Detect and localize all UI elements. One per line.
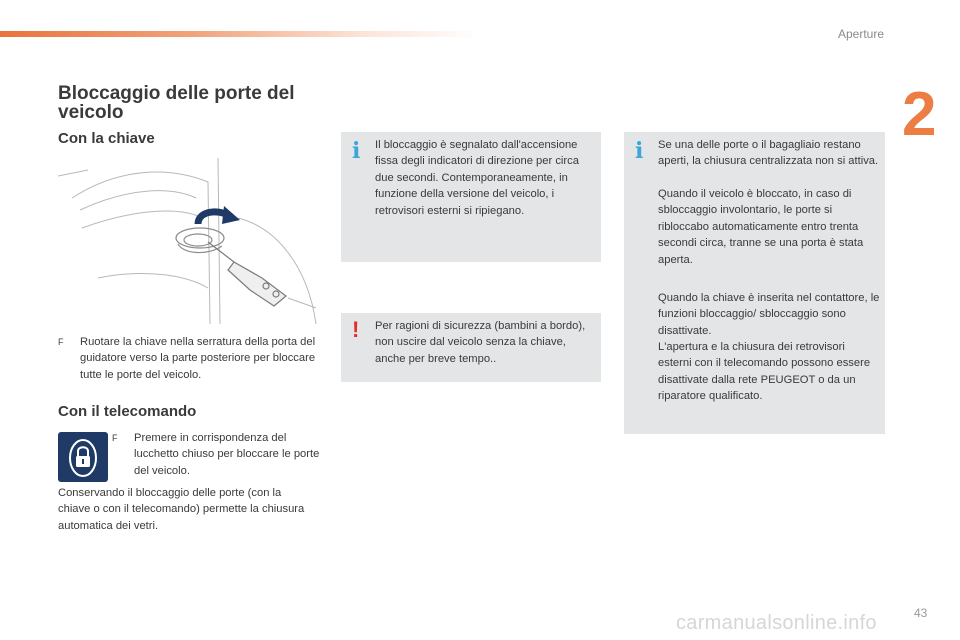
heading-with-key: Con la chiave — [58, 130, 155, 147]
with-key-instruction-text: Ruotare la chiave nella serratura della porta del guidatore verso la parte posteriore per bloccare tutte le porte del veicolo. — [80, 336, 316, 381]
info-box-doors — [624, 132, 885, 434]
with-remote-instruction-text: Premere in corrispondenza del lucchetto chiuso per bloccare le porte del veicolo. — [134, 432, 320, 477]
info-box-doors-paragraph-3: Quando la chiave è inserita nel contattore, le funzioni bloccaggio/ sbloccaggio sono disattivate. — [658, 292, 880, 337]
warning-exclamation-icon: ! — [352, 317, 360, 342]
watermark: carmanualsonline.info — [676, 612, 877, 634]
info-box-doors-paragraph-2: Quando il veicolo è bloccato, in caso di sbloccaggio involontario, le porte si ribloccabo automaticamente entro trenta secondi circa, tranne se una porta è stata aperta. — [658, 188, 864, 266]
key-in-door-lock-illustration — [58, 158, 318, 324]
info-box-lock-signal-text: Il bloccaggio è segnalato dall'accensione fissa degli indicatori di direzione per circa due secondi. Contemporaneamente, in funzione della versione del veicolo, i retrovisori esterni si ripiegano. — [375, 139, 579, 217]
chapter-number: 2 — [902, 80, 937, 149]
header-accent-bar — [0, 31, 480, 37]
info-box-lock-signal — [341, 132, 601, 262]
padlock-closed-icon — [58, 432, 108, 482]
info-box-doors-paragraph-1: Se una delle porte o il bagagliaio restano aperti, la chiusura centralizzata non si attiva. — [658, 139, 879, 168]
section-title: Aperture — [837, 27, 884, 41]
heading-with-remote: Con il telecomando — [58, 403, 197, 420]
with-remote-note: Conservando il bloccaggio delle porte (con la chiave o con il telecomando) permette la chiusura automatica dei vetri. — [58, 487, 305, 532]
info-icon: i — [352, 138, 361, 164]
info-icon: i — [635, 138, 644, 164]
page-title: Bloccaggio delle porte del veicolo — [58, 83, 295, 123]
warning-box-safety — [341, 313, 601, 382]
page-number: 43 — [914, 606, 928, 620]
with-remote-instruction — [112, 430, 330, 479]
with-key-instruction — [58, 334, 328, 383]
info-box-doors-paragraph-4: L'apertura e la chiusura dei retrovisori esterni con il telecomando possono essere disattivate dalla rete PEUGEOT o da un riparatore qualificato. — [658, 341, 871, 403]
bullet-marker: F — [112, 433, 118, 443]
bullet-marker: F — [58, 337, 64, 347]
warning-box-safety-text: Per ragioni di sicurezza (bambini a bordo), non uscire dal veicolo senza la chiave, anche per breve tempo.. — [375, 320, 586, 365]
remote-lock-button-icon — [58, 432, 108, 482]
